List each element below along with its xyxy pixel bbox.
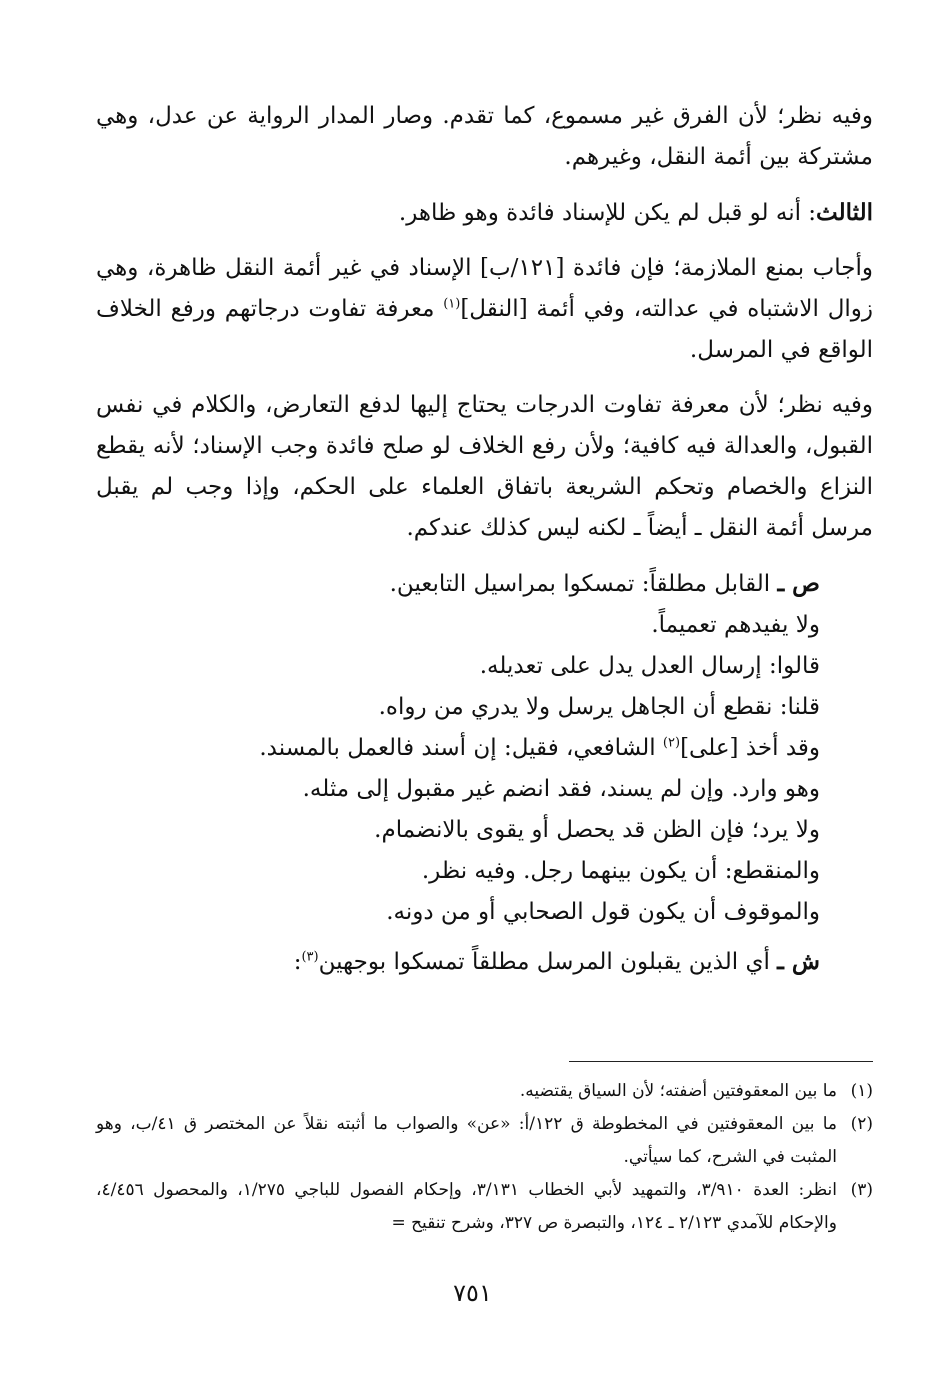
matn-line-8-text: والمنقطع: أن يكون بينهما رجل. وفيه نظر. (421, 858, 820, 884)
footnote-1-text: ما بين المعقوفتين أضفته؛ لأن السياق يقتضيه. (519, 1081, 837, 1101)
matn-line-5-after: الشافعي، فقيل: إن أسند فالعمل بالمسند. (259, 735, 663, 761)
footnotes (96, 1075, 873, 1240)
matn-line-3-text: قالوا: إرسال العدل يدل على تعديله. (479, 653, 820, 679)
matn-line-1-text: القابل مطلقاً: تمسكوا بمراسيل التابعين. (389, 571, 778, 597)
matn-line-5-before: وقد أخذ [على] (680, 735, 820, 761)
matn-line-7 (96, 810, 820, 851)
matn-block (96, 563, 873, 983)
sharh-line (96, 941, 820, 983)
sharh-tail: : (293, 949, 302, 975)
footnote-ref-2[interactable]: (٢) (662, 735, 681, 751)
footnote-3-text: انظر: العدة ٣/٩١٠، والتمهيد لأبي الخطاب ٣/١٣١، وإحكام الفصول للباجي ١/٢٧٥، والمحصول ٤/٤٥٦، والإحكام للآمدي ٢/١٢٣ ـ ١٢٤، والتبصرة ص ٣٢٧، وشرح تنقيح = (96, 1180, 838, 1233)
footnote-1-number: (١) (850, 1081, 873, 1101)
matn-line-2 (96, 605, 820, 646)
matn-line-2-text: ولا يفيدهم تعميماً. (651, 612, 820, 638)
paragraph-3-text-after: معرفة تفاوت درجاتهم ورفع الخلاف الواقع في المرسل. (96, 296, 873, 363)
matn-line-3 (96, 646, 820, 687)
matn-line-1 (96, 563, 820, 605)
footnote-1 (96, 1075, 873, 1108)
paragraph-2-text: : أنه لو قبل لم يكن للإسناد فائدة وهو ظاهر. (398, 200, 817, 226)
paragraph-1-text: وفيه نظر؛ لأن الفرق غير مسموع، كما تقدم. وصار المدار الرواية عن عدل، وهي مشتركة بين أئمة النقل، وغيرهم. (96, 103, 873, 170)
paragraph-3-text-before: وأجاب بمنع الملازمة؛ فإن فائدة [١٢١/ب] الإسناد في غير أئمة النقل ظاهرة، وهي زوال الاشتباه في عدالته، وفي أئمة [النقل] (96, 255, 874, 322)
matn-line-5 (96, 728, 820, 769)
paragraph-1 (96, 96, 873, 178)
sharh-text: أي الذين يقبلون المرسل مطلقاً تمسكوا بوجهين (318, 949, 778, 975)
matn-line-6-text: وهو وارد. وإن لم يسند، فقد انضم غير مقبول إلى مثله. (302, 776, 820, 802)
paragraph-4-text: وفيه نظر؛ لأن معرفة تفاوت الدرجات يحتاج إليها لدفع التعارض، والكلام في نفس القبول، والعدالة فيه كافية؛ ولأن رفع الخلاف لو صلح فائدة وجب الإسناد؛ لأنه يقطع النزاع والخصام وتحكم الشريعة باتفاق العلماء على الحكم، وإذا وجب لم يقبل مرسل أئمة النقل ـ أيضاً ـ لكنه ليس كذلك عندكم. (96, 392, 873, 541)
paragraph-3 (96, 248, 873, 371)
paragraph-4 (96, 385, 873, 549)
footnote-2-text: ما بين المعقوفتين في المخطوطة ق ١٢٢/أ: «عن» والصواب ما أثبته نقلاً عن المختصر ق ٤١/ب، وهو المثبت في الشرح، كما سيأتي. (96, 1114, 837, 1167)
matn-line-8 (96, 851, 820, 892)
sharh-marker: ش ـ (777, 948, 820, 975)
main-text (96, 96, 873, 983)
matn-line-6 (96, 769, 820, 810)
matn-line-7-text: ولا يرد؛ فإن الظن قد يحصل أو يقوى بالانضمام. (374, 817, 820, 843)
footnote-2-number: (٢) (850, 1114, 873, 1134)
footnote-ref-1[interactable]: (١) (443, 296, 461, 312)
paragraph-2 (96, 192, 873, 234)
matn-line-9 (96, 892, 820, 933)
footnote-3-number: (٣) (850, 1180, 873, 1200)
matn-marker: ص ـ (777, 570, 820, 597)
footnote-ref-3[interactable]: (٣) (301, 949, 319, 965)
footnote-separator (569, 1061, 873, 1062)
matn-line-9-text: والموقوف أن يكون قول الصحابي أو من دونه. (386, 899, 820, 925)
footnote-3 (96, 1174, 873, 1240)
paragraph-2-lead: الثالث (816, 199, 873, 226)
page-number: ٧٥١ (453, 1279, 492, 1307)
matn-line-4-text: قلنا: نقطع أن الجاهل يرسل ولا يدري من رواه. (378, 694, 820, 720)
matn-line-4 (96, 687, 820, 728)
footnote-2 (96, 1108, 873, 1174)
